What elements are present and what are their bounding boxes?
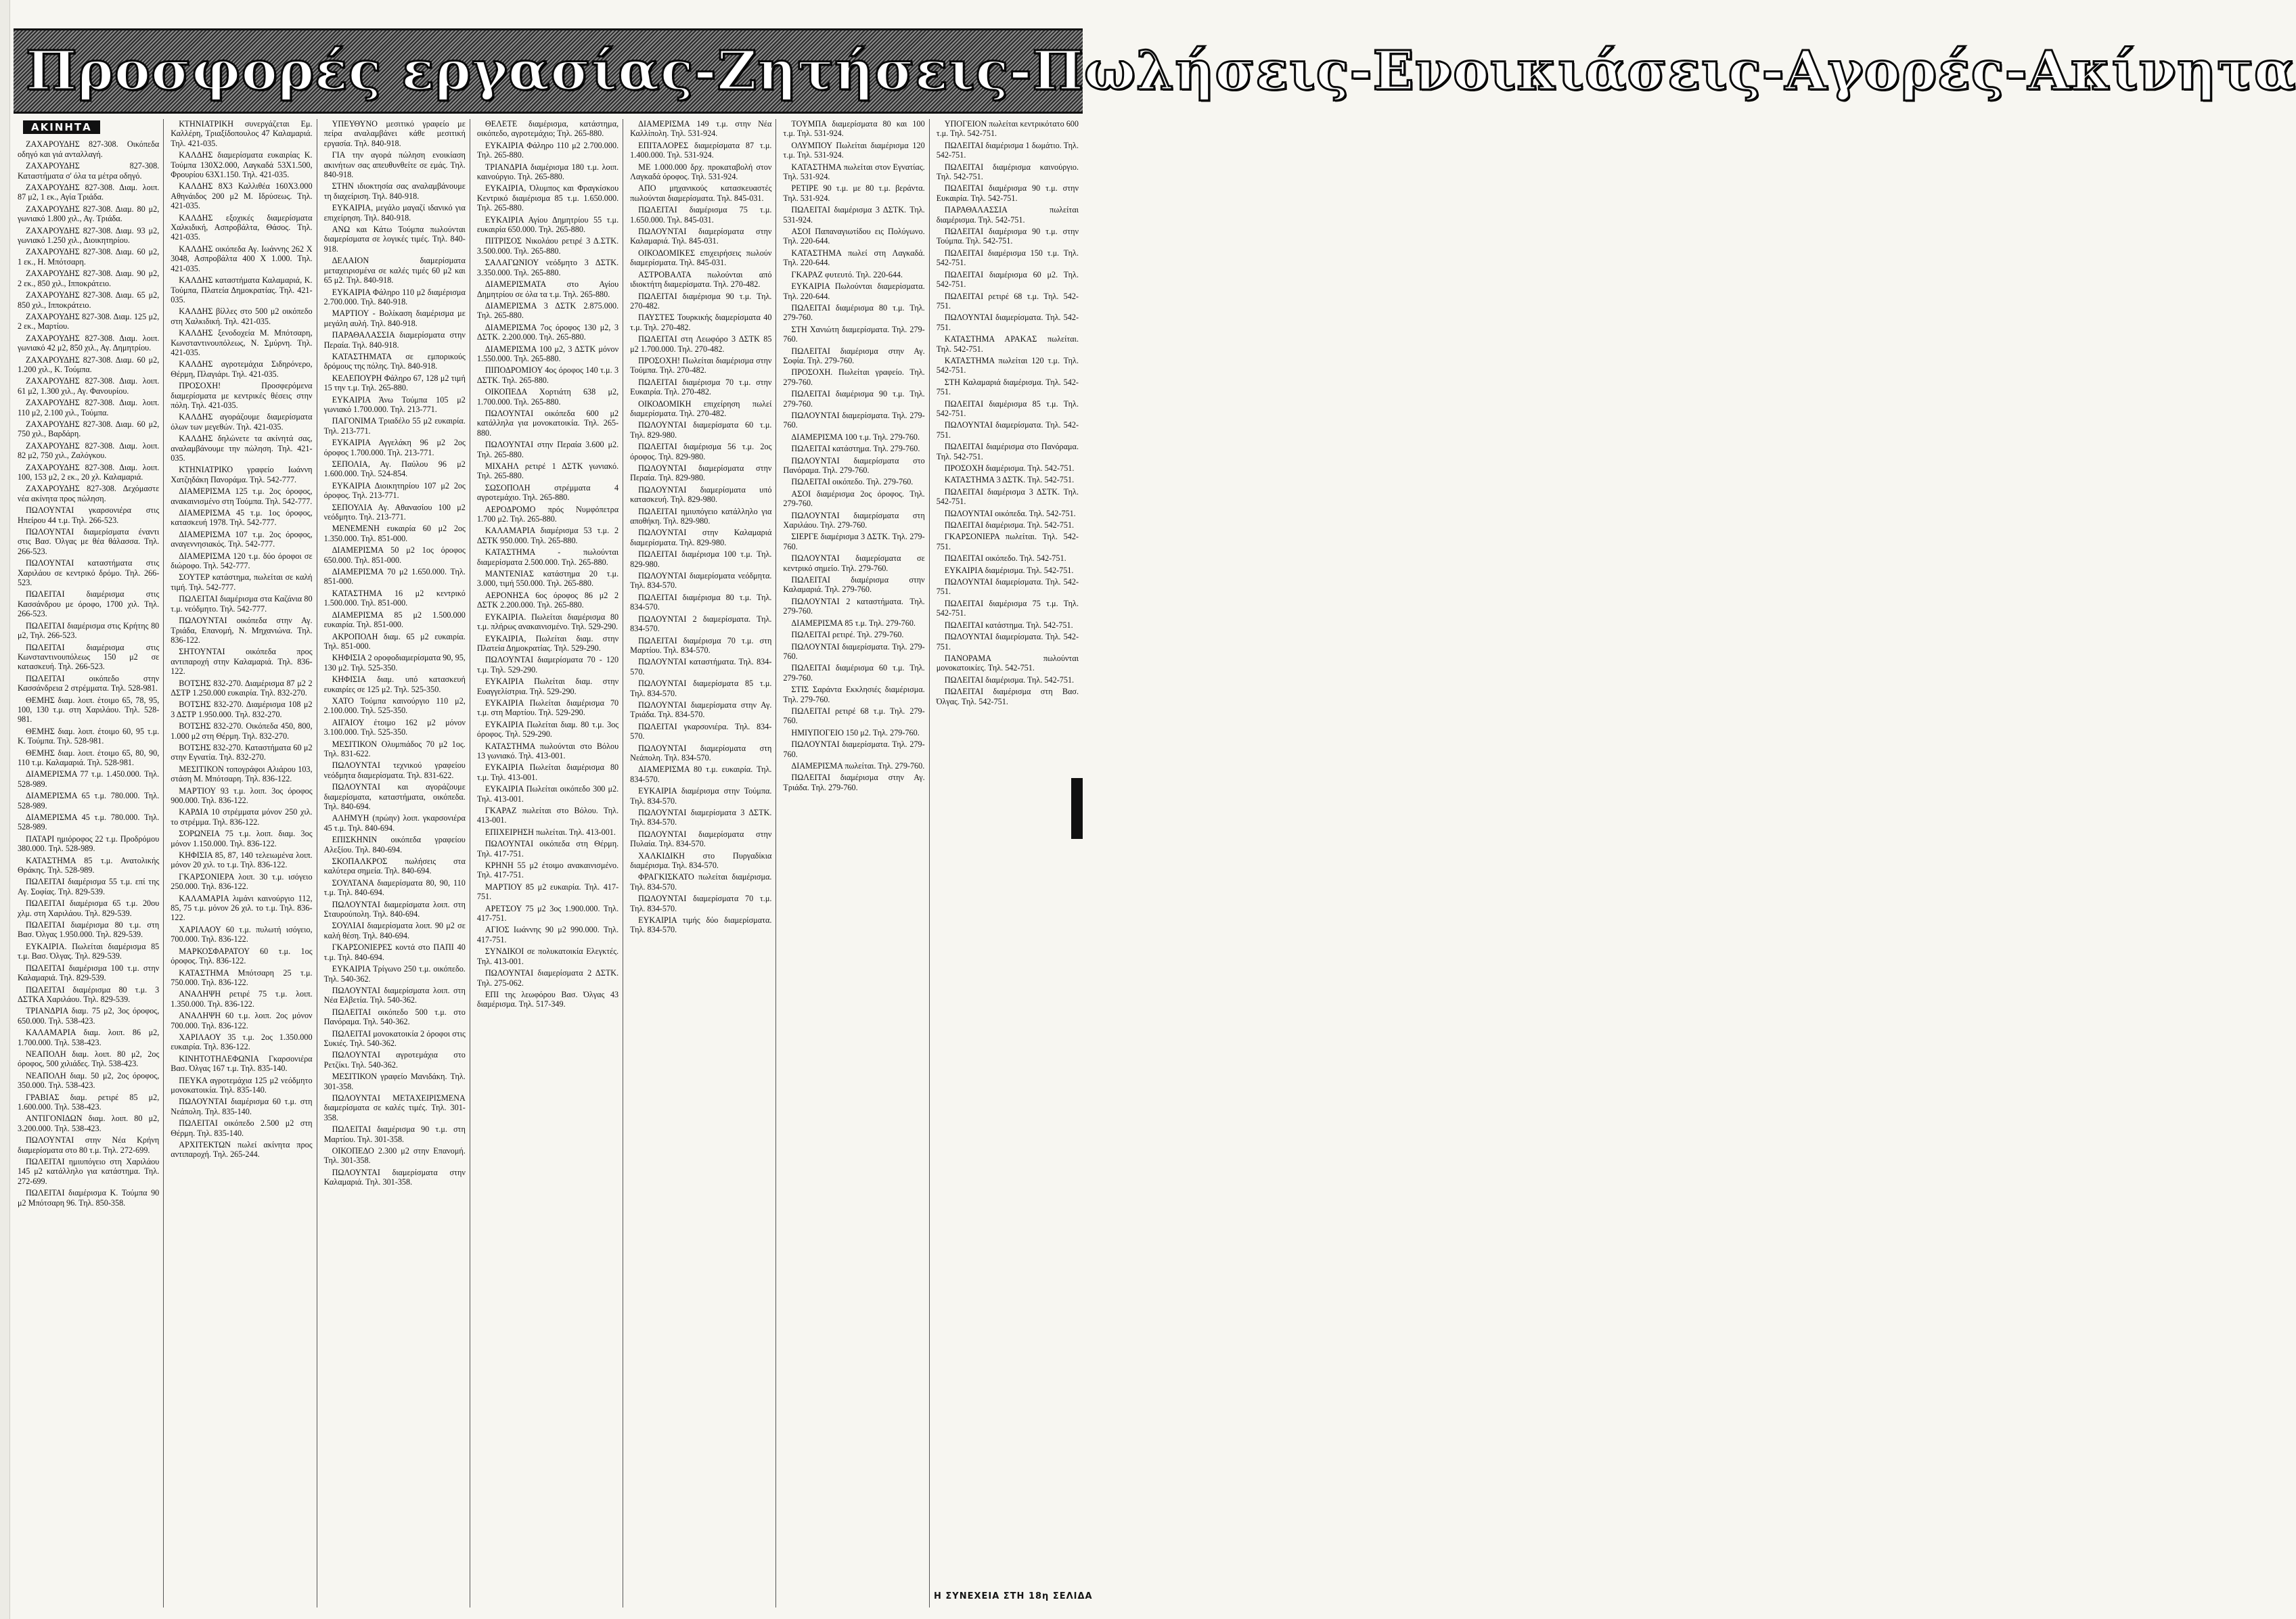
classified-ad: ΔΙΑΜΕΡΙΣΜΑ 100 μ2, 3 ΔΣΤΚ μόνον 1.550.000. Τηλ. 265-880. [476, 344, 619, 363]
classified-ad: ΠΩΛΟΥΝΤΑΙ διαμερίσματα 2 ΔΣΤΚ. Τηλ. 275-062. [476, 968, 619, 988]
classified-ad: ΠΩΛΟΥΝΤΑΙ διαμερίσματα 85 τ.μ. Τηλ. 834-570. [630, 679, 772, 698]
classified-ad: ΓΙΑ την αγορά πώληση ενοικίαση ακινήτων σας απευθυνθείτε σε εμάς. Τηλ. 840-918. [323, 150, 466, 180]
classified-ad: ΚΑΛΔΗΣ βίλλες στο 500 μ2 οικόπεδο στη Χαλκιδική. Τηλ. 421-035. [171, 306, 313, 326]
classified-ad: ΠΩΛΕΙΤΑΙ διαμέρισμα καινούργιο. Τηλ. 542-751. [936, 162, 1079, 182]
classified-ad: ΚΙΝΗΤΟΤΗΛΕΦΩΝΙΑ Γκαρσονιέρα Βασ. Όλγας 167 τ.μ. Τηλ. 835-140. [171, 1053, 313, 1074]
classified-ad: ΣΤΙΣ Σαράντα Εκκλησιές διαμέρισμα. Τηλ. 279-760. [783, 685, 925, 704]
classified-ad: ΠΩΛΕΙΤΑΙ διαμέρισμα 3 ΔΣΤΚ. Τηλ. 531-924. [783, 205, 925, 225]
classified-ad: ΠΩΛΕΙΤΑΙ διαμέρισμα 150 τ.μ. Τηλ. 542-751. [936, 248, 1079, 268]
classified-ad: ΓΚΑΡΣΟΝΙΕΡΑ πωλείται. Τηλ. 542-751. [936, 532, 1079, 551]
classified-ad: ΠΩΛΕΙΤΑΙ διαμέρισμα 56 τ.μ. 2ος όροφος. Τηλ. 829-980. [630, 442, 772, 461]
classified-ad: ΠΩΛΟΥΝΤΑΙ διαμερίσματα λοιπ. στη Σταυρούπολη. Τηλ. 840-694. [323, 899, 466, 919]
classified-ad: ΧΑΡΙΛΑΟΥ 35 τ.μ. 2ος 1.350.000 ευκαιρία. Τηλ. 836-122. [171, 1032, 313, 1052]
classified-ad: ΓΚΑΡΑΖ πωλείται στο Βόλου. Τηλ. 413-001. [476, 806, 619, 825]
classified-ad: ΔΙΑΜΕΡΙΣΜΑ 65 τ.μ. 780.000. Τηλ. 528-989. [18, 791, 160, 811]
classified-ad: ΜΑΝΤΕΝΙΑΣ κατάστημα 20 τ.μ. 3.000, τιμή 550.000. Τηλ. 265-880. [476, 569, 619, 589]
classified-ad: ΠΩΛΟΥΝΤΑΙ διαμερίσματα υπό κατασκευή. Τηλ. 829-980. [630, 484, 772, 505]
classified-ad: ΠΩΛΟΥΝΤΑΙ διαμερίσματα 70 τ.μ. Τηλ. 834-570. [630, 894, 772, 913]
classified-ad: ΠΩΛΟΥΝΤΑΙ τεχνικού γραφείου νεόδμητα διαμερίσματα. Τηλ. 831-622. [323, 760, 466, 780]
classified-ad: ΠΩΛΕΙΤΑΙ διαμέρισμα 70 τ.μ. στη Μαρτίου. Τηλ. 834-570. [630, 635, 772, 655]
classified-ad: ΖΑΧΑΡΟΥΔΗΣ 827-308. Διαμ. 60 μ2, 1 εκ., Η. Μπότσαρη. [18, 247, 160, 267]
classified-ad: ΕΥΚΑΙΡΙΑ Φάληρο 110 μ2 2.700.000. Τηλ. 265-880. [476, 140, 619, 160]
classified-ad: ΠΩΛΕΙΤΑΙ διαμέρισμα στις Κρήτης 80 μ2, Τηλ. 266-523. [18, 620, 160, 641]
classified-ad: ΠΩΛΕΙΤΑΙ διαμέρισμα 60 τ.μ. Τηλ. 279-760. [783, 663, 925, 683]
classified-ad: ΘΕΜΗΣ διαμ. λοιπ. έτοιμο 65, 80, 90, 110 τ.μ. Καλαμαριά. Τηλ. 528-981. [18, 748, 160, 767]
classified-ad: ΣΟΡΩΝΕΙΑ 75 τ.μ. λοιπ. διαμ. 3ος μόνον 1.150.000. Τηλ. 836-122. [171, 829, 313, 848]
classified-ad: ΠΩΛΕΙΤΑΙ διαμέρισμα στο Πανόραμα. Τηλ. 542-751. [936, 442, 1079, 461]
classified-ad: ΕΥΚΑΙΡΙΑ Φάληρο 110 μ2 διαμέρισμα 2.700.000. Τηλ. 840-918. [323, 287, 466, 306]
classified-ad: ΘΕΜΗΣ διαμ. λοιπ. έτοιμο 65, 78, 95, 100, 130 τ.μ. στη Χαριλάου. Τηλ. 528-981. [18, 695, 160, 725]
classified-ad: ΚΑΛΔΗΣ δηλώνετε τα ακίνητά σας, αναλαμβάνουμε την πώληση. Τηλ. 421-035. [171, 434, 313, 463]
classified-ad: ΚΡΗΝΗ 55 μ2 έτοιμο ανακαινισμένο. Τηλ. 417-751. [476, 861, 619, 880]
classified-ad: ΣΟΥΤΕΡ κατάστημα, πωλείται σε καλή τιμή. Τηλ. 542-777. [171, 572, 313, 592]
classified-ad: ΚΤΗΝΙΑΤΡΙΚΟ γραφείο Ιωάννη Χατζηδάκη Πανοράμα. Τηλ. 542-777. [171, 465, 313, 484]
classified-ad: ΠΩΛΕΙΤΑΙ διαμέρισμα 90 τ.μ. στην Τούμπα. Τηλ. 542-751. [936, 227, 1079, 246]
classified-ad: ΕΥΚΑΙΡΙΑ. Πωλείται διαμέρισμα 85 τ.μ. Βασ. Όλγας. Τηλ. 829-539. [18, 941, 160, 961]
classified-ad: ΔΙΑΜΕΡΙΣΜΑ 70 μ2 1.650.000. Τηλ. 851-000. [323, 567, 466, 587]
classified-ad: ΠΩΛΟΥΝΤΑΙ διαμερίσματα. Τηλ. 542-751. [936, 420, 1079, 440]
classified-ad: ΠΩΛΕΙΤΑΙ ρετιρέ 68 τ.μ. Τηλ. 542-751. [936, 291, 1079, 311]
classified-ad: ΠΩΛΟΥΝΤΑΙ διαμερίσματα 3 ΔΣΤΚ. Τηλ. 834-570. [630, 808, 772, 827]
classified-ad: ΚΑΛΔΗΣ διαμερίσματα ευκαιρίας Κ. Τούμπα 130Χ2.000, Λαγκαδά 53Χ1.500, Φρουρίου 63Χ1.150. Τηλ. 421-035. [171, 150, 313, 180]
column-5 [630, 119, 776, 1607]
classified-ad: ΠΩΛΟΥΝΤΑΙ διαμερίσματα στη Νεάπολη. Τηλ. 834-570. [630, 743, 772, 762]
classified-ad: ΠΩΛΟΥΝΤΑΙ αγροτεμάχια στο Ρετζίκι. Τηλ. 540-362. [323, 1050, 466, 1070]
classified-ad: ΠΩΛΟΥΝΤΑΙ διαμερίσματα στην Καλαμαριά. Τηλ. 301-358. [323, 1167, 466, 1187]
classified-ad: ΠΩΛΟΥΝΤΑΙ οικόπεδα. Τηλ. 542-751. [944, 508, 1076, 518]
classified-ad: ΔΙΑΜΕΡΙΣΜΑ 120 τ.μ. δύο όροφοι σε διώροφο. Τηλ. 542-777. [171, 551, 313, 571]
classified-ad: ΕΠΙ της λεωφόρου Βασ. Όλγας 43 διαμέρισμα. Τηλ. 517-349. [476, 989, 619, 1009]
classified-ad: ΘΕΛΕΤΕ διαμέρισμα, κατάστημα, οικόπεδο, αγροτεμάχιο; Τηλ. 265-880. [476, 119, 619, 139]
classified-ad: ΔΙΑΜΕΡΙΣΜΑ 50 μ2 1ος όροφος 650.000. Τηλ. 851-000. [323, 545, 466, 565]
classified-ad: ΠΩΛΟΥΝΤΑΙ στην Περαία 3.600 μ2. Τηλ. 265-880. [476, 440, 619, 459]
classified-ad: ΚΤΗΝΙΑΤΡΙΚΗ συνεργάζεται Εμ. Καλλέρη, Τριαξίδοπουλος 47 Καλαμαριά. Τηλ. 421-035. [171, 119, 313, 148]
classified-ad: ΠΑΓΟΝΙΜΑ Τριαδέλο 55 μ2 ευκαιρία. Τηλ. 213-771. [323, 416, 466, 436]
classified-ad: ΜΕ 1.000.000 δρχ. προκαταβολή στον Λαγκαδά όροφος. Τηλ. 531-924. [630, 162, 772, 182]
classified-ad: ΔΙΑΜΕΡΙΣΜΑ 85 τ.μ. Τηλ. 279-760. [791, 618, 916, 628]
classified-ad: ΠΩΛΕΙΤΑΙ διαμέρισμα 90 τ.μ. στη Μαρτίου. Τηλ. 301-358. [323, 1124, 466, 1144]
classified-ad: ΣΕΠΟΥΛΙΑ Αγ. Αθανασίου 100 μ2 νεόδμητο. Τηλ. 213-771. [323, 502, 466, 522]
classified-ad: ΕΥΚΑΙΡΙΑ Άνω Τούμπα 105 μ2 γωνιακό 1.700.000. Τηλ. 213-771. [323, 394, 466, 414]
classified-ad: ΠΩΛΕΙΤΑΙ οικόπεδο στην Κασσάνδρεια 2 στρέμματα. Τηλ. 528-981. [18, 673, 160, 693]
classified-ad: ΖΑΧΑΡΟΥΔΗΣ 827-308. Διαμ. λοιπ. 100, 153 μ2, 2 εκ., 20 χλ. Καλαμαριά. [18, 462, 160, 482]
classified-ad: ΑΓΙΟΣ Ιωάννης 90 μ2 990.000. Τηλ. 417-751. [476, 925, 619, 944]
classified-ad: ΠΩΛΟΥΝΤΑΙ διαμερίσματα. Τηλ. 279-760. [783, 739, 925, 759]
classified-ad: ΓΚΑΡΣΟΝΙΕΡΕΣ κοντά στο ΠΑΠΙ 40 τ.μ. Τηλ. 840-694. [323, 942, 466, 962]
classified-ad: ΚΑΛΔΗΣ αγροτεμάχια Σιδηρόνερο, Θέρμη, Πλαγιάρι. Τηλ. 421-035. [171, 359, 313, 379]
classified-ad: ΠΩΛΕΙΤΑΙ διαμέρισμα Κ. Τούμπα 90 μ2 Μπότσαρη 96. Τηλ. 850-358. [18, 1188, 160, 1208]
classified-ad: ΔΙΑΜΕΡΙΣΜΑ 45 τ.μ. 1ος όροφος, κατασκευή 1978. Τηλ. 542-777. [171, 508, 313, 528]
classified-ad: ΠΩΛΕΙΤΑΙ διαμέρισμα 90 τ.μ. Τηλ. 270-482. [630, 291, 772, 311]
classified-ad: ΠΩΛΟΥΝΤΑΙ διαμερίσματα. Τηλ. 542-751. [936, 313, 1079, 332]
classified-ad: ΑΝΑΛΗΨΗ 60 τ.μ. λοιπ. 2ος μόνον 700.000. Τηλ. 836-122. [171, 1011, 313, 1030]
classified-ad: ΠΙΤΡΙΣΟΣ Νικολάου ρετιρέ 3 Δ.ΣΤΚ. 3.500.000. Τηλ. 265-880. [476, 236, 619, 256]
classified-ad: ΑΣΤΡΟΒΑΛΤΑ πωλούνται από ιδιοκτήτη διαμερίσματα. Τηλ. 270-482. [630, 269, 772, 290]
classified-ad: ΚΗΦΙΣΙΑ 85, 87, 140 τελειωμένα λοιπ. μόνον 20 χιλ. το τ.μ. Τηλ. 836-122. [171, 850, 313, 870]
classified-ad: ΠΩΛΕΙΤΑΙ διαμέρισμα στη Βασ. Όλγας. Τηλ. 542-751. [936, 687, 1079, 706]
classified-ad: ΠΩΛΟΥΝΤΑΙ στην Νέα Κρήνη διαμερίσματα στο 80 τ.μ. Τηλ. 272-699. [18, 1135, 160, 1155]
classified-ad: ΠΩΛΟΥΝΤΑΙ διαμερίσματα στο Πανόραμα. Τηλ. 279-760. [783, 455, 925, 475]
classified-ad: ΠΩΛΟΥΝΤΑΙ διαμερίσματα νεόδμητα. Τηλ. 834-570. [630, 571, 772, 591]
classified-ad: ΖΑΧΑΡΟΥΔΗΣ 827-308. Διαμ. λοιπ. 87 μ2, 1 εκ., Αγία Τριάδα. [18, 183, 160, 202]
classified-ad: ΠΩΛΟΥΝΤΑΙ γκαρσονιέρα στις Ηπείρου 44 τ.μ. Τηλ. 266-523. [18, 505, 160, 525]
classified-ad: ΠΑΤΑΡΙ ημιόροφος 22 τ.μ. Προδρόμου 380.000. Τηλ. 528-989. [18, 834, 160, 854]
classified-ad: ΚΑΛΔΗΣ οικόπεδα Αγ. Ιωάννης 262 Χ 3048, Ασπροβάλτα 400 Χ 1.000. Τηλ. 421-035. [171, 244, 313, 273]
classified-ad: ΚΑΡΔΙΑ 10 στρέμματα μόνον 250 χιλ. το στρέμμα. Τηλ. 836-122. [171, 807, 313, 827]
classified-ad: ΠΩΛΟΥΝΤΑΙ ΜΕΤΑΧΕΙΡΙΣΜΕΝΑ διαμερίσματα σε καλές τιμές. Τηλ. 301-358. [323, 1093, 466, 1122]
classified-ad: ΣΗΤΟΥΝΤΑΙ οικόπεδα προς αντιπαροχή στην Καλαμαριά. Τηλ. 836-122. [171, 647, 313, 677]
classified-ad: ΕΥΚΑΙΡΙΑ Πωλείται διαμέρισμα 70 τ.μ. στη Μαρτίου. Τηλ. 529-290. [476, 698, 619, 718]
classified-ad: ΥΠΟΓΕΙΟΝ πωλείται κεντρικότατο 600 τ.μ. Τηλ. 542-751. [936, 119, 1079, 139]
classified-ad: ΜΕΣΙΤΙΚΟΝ τοπογράφοι Αλιάρου 103, στάση Μ. Μπότσαρη. Τηλ. 836-122. [171, 764, 313, 784]
classified-ad: ΝΕΑΠΟΛΗ διαμ. 50 μ2, 2ος όροφος, 350.000. Τηλ. 538-423. [18, 1070, 160, 1091]
classified-ad: ΣΩΣΟΠΟΛΗ στρέμματα 4 αγροτεμάχιο. Τηλ. 265-880. [476, 482, 619, 503]
classified-ad: ΤΡΙΑΝΔΡΙΑ διαμ. 75 μ2, 3ος όροφος, 650.000. Τηλ. 538-423. [18, 1006, 160, 1026]
classified-ad: ΠΩΛΟΥΝΤΑΙ διαμερίσματα στην Καλαμαριά. Τηλ. 845-031. [630, 227, 772, 246]
classified-ad: ΠΩΛΕΙΤΑΙ διαμέρισμα 100 τ.μ. Τηλ. 829-980. [630, 549, 772, 569]
classified-ad: ΠΩΛΟΥΝΤΑΙ στην Καλαμαριά διαμερίσματα. Τηλ. 829-980. [630, 528, 772, 547]
classified-ad: ΠΩΛΟΥΝΤΑΙ οικόπεδα στην Αγ. Τριάδα, Επανομή, Ν. Μηχανιώνα. Τηλ. 836-122. [171, 616, 313, 645]
column-7 [937, 119, 1083, 1607]
classified-ad: ΚΑΤΑΣΤΗΜΑ 16 μ2 κεντρικό 1.500.000. Τηλ. 851-000. [323, 588, 466, 608]
classified-ad: ΠΩΛΕΙΤΑΙ διαμέρισμα 80 τ.μ. στη Βασ. Όλγας 1.950.000. Τηλ. 829-539. [18, 920, 160, 940]
classified-ad: ΖΑΧΑΡΟΥΔΗΣ 827-308. Διαμ. λοιπ. 82 μ2, 750 χιλ., Ζαλόγκου. [18, 440, 160, 461]
classified-ad: ΠΡΟΣΟΧΗ! Πωλείται διαμέρισμα στην Τούμπα. Τηλ. 270-482. [630, 355, 772, 375]
classified-ad: ΜΑΡΤΙΟΥ 85 μ2 ευκαιρία. Τηλ. 417-751. [476, 882, 619, 902]
classified-ad: ΜΕΝΕΜΕΝΗ ευκαιρία 60 μ2 2ος 1.350.000. Τηλ. 851-000. [323, 524, 466, 543]
classified-ad: ΠΩΛΕΙΤΑΙ μονοκατοικία 2 όροφοι στις Συκιές. Τηλ. 540-362. [323, 1028, 466, 1048]
classified-ad: ΠΩΛΟΥΝΤΑΙ διαμερίσματα. Τηλ. 542-751. [936, 632, 1079, 652]
classified-ad: ΠΩΛΟΥΝΤΑΙ διαμέρισμα 60 τ.μ. στη Νεάπολη. Τηλ. 835-140. [171, 1097, 313, 1116]
classified-ad: ΠΩΛΕΙΤΑΙ διαμέρισμα στα Καζάνια 80 τ.μ. νεόδμητο. Τηλ. 542-777. [171, 594, 313, 614]
classified-ad: ΠΩΛΟΥΝΤΑΙ καταστήματα. Τηλ. 834-570. [630, 657, 772, 677]
classified-ad: ΚΑΛΔΗΣ εξοχικές διαμερίσματα Χαλκιδική, Ασπροβάλτα, Θάσος. Τηλ. 421-035. [171, 212, 313, 242]
classified-ad: ΣΤΗ Καλαμαριά διαμέρισμα. Τηλ. 542-751. [936, 377, 1079, 397]
classified-ad: ΖΑΧΑΡΟΥΔΗΣ 827-308. Διαμ. 80 μ2, γωνιακό 1.800 χιλ., Αγ. Τριάδα. [18, 204, 160, 224]
classified-ad: ΠΩΛΕΙΤΑΙ διαμέρισμα 3 ΔΣΤΚ. Τηλ. 542-751. [936, 486, 1079, 507]
continuation-note: Η ΣΥΝΕΧΕΙΑ ΣΤΗ 18η ΣΕΛΙΔΑ [934, 1591, 1093, 1601]
classified-ad: ΠΩΛΟΥΝΤΑΙ διαμερίσματα στην Πυλαία. Τηλ. 834-570. [630, 829, 772, 849]
classified-ad: ΔΙΑΜΕΡΙΣΜΑ 125 τ.μ. 2ος όροφος, ανακαινισμένο στη Τούμπα. Τηλ. 542-777. [171, 486, 313, 506]
classified-ad: ΠΩΛΕΙΤΑΙ διαμέρισμα 80 τ.μ. Τηλ. 834-570. [630, 592, 772, 612]
classified-ad: ΒΟΤΣΗΣ 832-270. Διαμέρισμα 108 μ2 3 ΔΣΤΡ 1.950.000. Τηλ. 832-270. [171, 700, 313, 719]
classified-ad: ΧΑΤΟ Τούμπα καινούργιο 110 μ2, 2.100.000. Τηλ. 525-350. [323, 696, 466, 716]
classified-ad: ΧΑΡΙΛΑΟΥ 60 τ.μ. πυλωτή ισόγειο, 700.000. Τηλ. 836-122. [171, 924, 313, 944]
classified-ad: ΕΥΚΑΙΡΙΑ, μεγάλο μαγαζί ιδανικό για επιχείρηση. Τηλ. 840-918. [323, 203, 466, 223]
classified-ad: ΑΝΩ και Κάτω Τούμπα πωλούνται διαμερίσματα σε λογικές τιμές. Τηλ. 840-918. [323, 225, 466, 254]
classified-ad: ΠΩΛΟΥΝΤΑΙ διαμερίσματα σε κεντρικό σημείο. Τηλ. 279-760. [783, 553, 925, 573]
classified-ad: ΑΠΟ μηχανικούς κατασκευαστές πωλούνται διαμερίσματα. Τηλ. 845-031. [630, 183, 772, 203]
classified-ad: ΕΥΚΑΙΡΙΑ Διοικητηρίου 107 μ2 2ος όροφος. Τηλ. 213-771. [323, 480, 466, 501]
classified-ad: ΑΛΗΜΥΗ (πρώην) λοιπ. γκαρσονιέρα 45 τ.μ. Τηλ. 840-694. [323, 813, 466, 833]
classified-ad: ΠΩΛΟΥΝΤΑΙ διαμερίσματα 60 τ.μ. Τηλ. 829-980. [630, 420, 772, 440]
classified-ad: ΑΣΟΙ Παπαναγιωτίδου εις Πολύγωνο. Τηλ. 220-644. [783, 227, 925, 246]
classified-ad: ΠΩΛΕΙΤΑΙ ημιυπόγειο κατάλληλο για αποθήκη. Τηλ. 829-980. [630, 506, 772, 526]
classified-ad: ΖΑΧΑΡΟΥΔΗΣ 827-308. Διαμ. 65 μ2, 850 χιλ., Ιπποκράτειο. [18, 290, 160, 310]
classified-ad: ΚΑΤΑΣΤΗΜΑ 3 ΔΣΤΚ. Τηλ. 542-751. [944, 475, 1075, 485]
classified-ad: ΔΙΑΜΕΡΙΣΜΑ 85 μ2 1.500.000 ευκαιρία. Τηλ. 851-000. [323, 610, 466, 630]
classified-ad: ΠΩΛΟΥΝΤΑΙ 2 καταστήματα. Τηλ. 279-760. [783, 596, 925, 616]
column-2 [171, 119, 317, 1607]
classified-ad: ΚΑΛΑΜΑΡΙΑ διαμ. λοιπ. 86 μ2, 1.700.000. Τηλ. 538-423. [18, 1028, 160, 1047]
classified-ad: ΚΑΤΑΣΤΗΜΑ πωλεί στη Λαγκαδά. Τηλ. 220-644. [783, 248, 925, 268]
classified-ad: ΖΑΧΑΡΟΥΔΗΣ 827-308. Διαμ. 125 μ2, 2 εκ., Μαρτίου. [18, 311, 160, 332]
classified-ad: ΟΙΚΟΔΟΜΙΚΗ επιχείρηση πωλεί διαμερίσματα. Τηλ. 270-482. [630, 398, 772, 418]
classified-ad: ΕΥΚΑΙΡΙΑ Τρίγωνο 250 τ.μ. οικόπεδο. Τηλ. 540-362. [323, 964, 466, 984]
classified-ad: ΕΥΚΑΙΡΙΑ διαμέρισμα. Τηλ. 542-751. [944, 565, 1074, 575]
classified-ad: ΠΑΡΑΘΑΛΑΣΣΙΑ πωλείται διαμέρισμα. Τηλ. 542-751. [936, 205, 1079, 225]
classified-ad: ΠΩΛΕΙΤΑΙ ρετιρέ 68 τ.μ. Τηλ. 279-760. [783, 706, 925, 726]
classified-ad: ΗΜΙΥΠΟΓΕΙΟ 150 μ2. Τηλ. 279-760. [791, 727, 920, 737]
classified-ad: ΠΩΛΕΙΤΑΙ διαμέρισμα 75 τ.μ. 1.650.000. Τηλ. 845-031. [630, 205, 772, 225]
classified-ad: ΚΑΛΑΜΑΡΙΑ διαμέρισμα 53 τ.μ. 2 ΔΣΤΚ 950.000. Τηλ. 265-880. [476, 526, 619, 545]
classified-ad: ΠΩΛΟΥΝΤΑΙ διαμερίσματα στη Χαριλάου. Τηλ. 279-760. [783, 510, 925, 530]
classified-ad: ΚΕΛΕΠΟΥΡΗ Φάληρο 67, 128 μ2 τιμή 15 την τ.μ. Τηλ. 265-880. [323, 373, 466, 393]
classified-ad: ΕΥΚΑΙΡΙΑ Πωλείται διαμ. στην Ευαγγελίστρια. Τηλ. 529-290. [476, 677, 619, 696]
classified-ad: ΠΩΛΕΙΤΑΙ κατάστημα. Τηλ. 279-760. [791, 444, 920, 454]
classified-ad: ΚΑΤΑΣΤΗΜΑ 85 τ.μ. Ανατολικής Θράκης. Τηλ. 528-989. [18, 855, 160, 875]
classified-ad: ΑΡΧΙΤΕΚΤΩΝ πωλεί ακίνητα προς αντιπαροχή. Τηλ. 265-244. [171, 1140, 313, 1160]
banner-title: Προσφορές εργασίας-Ζητήσεις-Πωλήσεις-Ενοικιάσεις-Αγορές-Ακίνητα [26, 39, 2296, 102]
classified-ad: ΚΑΛΔΗΣ αγοράζουμε διαμερίσματα όλων των μεγεθών. Τηλ. 421-035. [171, 412, 313, 432]
classified-ad: ΠΙΠΟΔΡΟΜΙΟΥ 4ος όροφος 140 τ.μ. 3 ΔΣΤΚ. Τηλ. 265-880. [476, 365, 619, 385]
classified-ad: ΘΕΜΗΣ διαμ. λοιπ. έτοιμο 60, 95 τ.μ. Κ. Τούμπα. Τηλ. 528-981. [18, 726, 160, 746]
classified-ad: ΣΟΥΛΤΑΝΑ διαμερίσματα 80, 90, 110 τ.μ. Τηλ. 840-694. [323, 877, 466, 898]
section-header-akinita: ΑΚΙΝΗΤΑ [23, 120, 100, 134]
classified-ad: ΚΑΛΔΗΣ καταστήματα Καλαμαριά, Κ. Τούμπα, Πλατεία Δημοκρατίας. Τηλ. 421-035. [171, 275, 313, 304]
classified-ad: ΠΡΟΣΟΧΗ! Προσφερόμενα διαμερίσματα με κεντρικές θέσεις στην πόλη. Τηλ. 421-035. [171, 381, 313, 410]
classified-ad: ΤΟΥΜΠΑ διαμερίσματα 80 και 100 τ.μ. Τηλ. 531-924. [783, 119, 925, 139]
page-gutter [0, 0, 10, 1619]
classified-ad: ΔΙΑΜΕΡΙΣΜΑ 7ος όροφος 130 μ2, 3 ΔΣΤΚ. 2.200.000. Τηλ. 265-880. [476, 322, 619, 342]
classified-ad: ΠΩΛΕΙΤΑΙ διαμέρισμα 70 τ.μ. στην Ευκαιρία. Τηλ. 270-482. [630, 377, 772, 397]
classified-ad: ΠΡΟΣΟΧΗ. Πωλείται γραφείο. Τηλ. 279-760. [783, 367, 925, 387]
classified-ad: ΠΩΛΟΥΝΤΑΙ διαμερίσματα στην Περαία. Τηλ. 829-980. [630, 463, 772, 483]
classified-ad: ΧΑΛΚΙΔΙΚΗ στο Πυργαδίκια διαμέρισμα. Τηλ. 834-570. [630, 850, 772, 871]
classified-ad: ΖΑΧΑΡΟΥΔΗΣ 827-308. Διαμ. λοιπ. 110 μ2, 2.100 χιλ., Τούμπα. [18, 398, 160, 417]
classified-ad: ΣΑΛΑΓΩΝΙΟΥ νεόδμητο 3 ΔΣΤΚ. 3.350.000. Τηλ. 265-880. [476, 258, 619, 277]
classified-ad: ΠΩΛΕΙΤΑΙ διαμέρισμα 85 τ.μ. Τηλ. 542-751. [936, 398, 1079, 418]
classified-ad: ΖΑΧΑΡΟΥΔΗΣ 827-308. Οικόπεδα οδηγό και γιά ανταλλαγή. [18, 139, 160, 159]
classified-ad: ΠΩΛΟΥΝΤΑΙ οικόπεδα 600 μ2 κατάλληλα για μονοκατοικία. Τηλ. 265-880. [476, 408, 619, 438]
classified-ad: ΔΙΑΜΕΡΙΣΜΑΤΑ στο Αγίου Δημητρίου σε όλα τα τ.μ. Τηλ. 265-880. [476, 279, 619, 299]
classified-ad: ΠΩΛΟΥΝΤΑΙ διαμερίσματα στην Αγ. Τριάδα. Τηλ. 834-570. [630, 700, 772, 720]
classified-ad: ΔΙΑΜΕΡΙΣΜΑ 80 τ.μ. ευκαιρία. Τηλ. 834-570. [630, 765, 772, 784]
classified-ad: ΠΑΥΣΤΕΣ Τουρκικής διαμερίσματα 40 τ.μ. Τηλ. 270-482. [630, 313, 772, 332]
classified-ad: ΑΙΓΑΙΟΥ έτοιμο 162 μ2 μόνον 3.100.000. Τηλ. 525-350. [323, 717, 466, 737]
classified-ad: ΕΥΚΑΙΡΙΑ τιμής δύο διαμερίσματα. Τηλ. 834-570. [630, 915, 772, 935]
classified-ad: ΠΩΛΟΥΝΤΑΙ και αγοράζουμε διαμερίσματα, καταστήματα, οικόπεδα. Τηλ. 840-694. [323, 782, 466, 811]
classified-ad: ΝΕΑΠΟΛΗ διαμ. λοιπ. 80 μ2, 2ος όροφος, 500 χιλιάδες. Τηλ. 538-423. [18, 1049, 160, 1069]
classified-ad: ΔΙΑΜΕΡΙΣΜΑ 107 τ.μ. 2ος όροφος, αναγεννησιακός. Τηλ. 542-777. [171, 529, 313, 549]
classified-ad: ΠΩΛΕΙΤΑΙ οικόπεδο. Τηλ. 542-751. [944, 553, 1066, 564]
classified-ad: ΔΙΑΜΕΡΙΣΜΑ 100 τ.μ. Τηλ. 279-760. [791, 432, 920, 442]
classified-ad: ΟΛΥΜΠΟΥ Πωλείται διαμέρισμα 120 τ.μ. Τηλ. 531-924. [783, 140, 925, 160]
classified-ad: ΕΥΚΑΙΡΙΑ. Πωλείται διαμέρισμα 80 τ.μ. πλήρως ανακαινισμένο. Τηλ. 529-290. [476, 612, 619, 632]
classified-ad: ΠΩΛΕΙΤΑΙ ημιυπόγειο στη Χαριλάου 145 μ2 κατάλληλο για κατάστημα. Τηλ. 272-699. [18, 1157, 160, 1186]
column-6 [783, 119, 929, 1607]
classified-ad: ΠΩΛΕΙΤΑΙ διαμέρισμα 90 τ.μ. Τηλ. 279-760. [783, 389, 925, 409]
classified-ad: ΦΡΑΓΚΙΣΚΑΤΟ πωλείται διαμέρισμα. Τηλ. 834-570. [630, 872, 772, 892]
classified-ad: ΠΩΛΟΥΝΤΑΙ διαμερίσματα 70 - 120 τ.μ. Τηλ. 529-290. [476, 655, 619, 675]
classified-ad: ΚΑΛΑΜΑΡΙΑ λιμάνι καινούργιο 112, 85, 75 τ.μ. μόνον 26 χιλ. το τ.μ. Τηλ. 836-122. [171, 893, 313, 923]
classified-ad: ΚΑΤΑΣΤΗΜΑ ΑΡΑΚΑΣ πωλείται. Τηλ. 542-751. [936, 334, 1079, 354]
classified-ad: ΜΕΣΙΤΙΚΟΝ γραφείο Μανιδάκη. Τηλ. 301-358. [323, 1072, 466, 1091]
classified-ad: ΓΚΑΡΑΖ φυτευτό. Τηλ. 220-644. [791, 269, 903, 279]
classified-ad: ΣΚΟΠΑΛΚΡΟΣ πωλήσεις στα καλύτερα σημεία. Τηλ. 840-694. [323, 857, 466, 876]
classified-ad: ΒΟΤΣΗΣ 832-270. Οικόπεδα 450, 800, 1.000 μ2 στη Θέρμη. Τηλ. 832-270. [171, 721, 313, 741]
classified-ad: ΜΙΧΑΗΛ ρετιρέ 1 ΔΣΤΚ γωνιακό. Τηλ. 265-880. [476, 461, 619, 481]
column-3 [324, 119, 470, 1607]
classified-ad: ΠΩΛΕΙΤΑΙ ρετιρέ. Τηλ. 279-760. [791, 630, 904, 640]
classified-ad: ΠΩΛΕΙΤΑΙ διαμέρισμα 65 τ.μ. 20ου χλμ. στη Χαριλάου. Τηλ. 829-539. [18, 898, 160, 918]
classified-ad: ΠΩΛΕΙΤΑΙ διαμέρισμα. Τηλ. 542-751. [944, 675, 1075, 685]
classified-ad: ΣΟΥΛΙΑΙ διαμερίσματα λοιπ. 90 μ2 σε καλή θέση. Τηλ. 840-694. [323, 921, 466, 940]
classified-ad: ΣΙΕΡΓΕ διαμέρισμα 3 ΔΣΤΚ. Τηλ. 279-760. [783, 532, 925, 551]
classified-ad: ΠΩΛΟΥΝΤΑΙ οικόπεδα στη Θέρμη. Τηλ. 417-751. [476, 839, 619, 859]
classified-ad: ΜΑΡΚΟΣΦΑΡΑΤΟΥ 60 τ.μ. 1ος όροφος. Τηλ. 836-122. [171, 946, 313, 966]
classified-ad: ΔΙΑΜΕΡΙΣΜΑ πωλείται. Τηλ. 279-760. [791, 760, 925, 771]
classified-ad: ΟΙΚΟΠΕΔΟ 2.300 μ2 στην Επανομή. Τηλ. 301-358. [323, 1146, 466, 1166]
classified-ad: ΠΩΛΕΙΤΑΙ διαμέρισμα στις Κασσάνδρου με όροφο, 1700 χιλ. Τηλ. 266-523. [18, 589, 160, 619]
classified-ad: ΠΑΝΟΡΑΜΑ πωλούνται μονοκατοικίες. Τηλ. 542-751. [936, 653, 1079, 673]
classified-columns [18, 119, 1083, 1607]
classified-ad: ΠΑΡΑΘΑΛΑΣΣΙΑ διαμερίσματα στην Περαία. Τηλ. 840-918. [323, 330, 466, 350]
classified-ad: ΠΩΛΕΙΤΑΙ διαμέρισμα 75 τ.μ. Τηλ. 542-751. [936, 598, 1079, 618]
classified-ad: ΑΕΡΟΔΡΟΜΟ πρός Νυμφόπετρα 1.700 μ2. Τηλ. 265-880. [476, 504, 619, 524]
column-4 [477, 119, 623, 1607]
classified-ad: ΔΙΑΜΕΡΙΣΜΑ 77 τ.μ. 1.450.000. Τηλ. 528-989. [18, 769, 160, 789]
classified-ad: ΠΡΟΣΟΧΗ διαμέρισμα. Τηλ. 542-751. [944, 463, 1075, 473]
classified-ad: ΕΥΚΑΙΡΙΑ Πωλείται διαμέρισμα 80 τ.μ. Τηλ. 413-001. [476, 762, 619, 782]
classified-ad: ΚΑΛΔΗΣ 8Χ3 Καλλιθέα 160Χ3.000 Αθηνάιδος 200 μ2 Μ. Ιδρύσεως. Τηλ. 421-035. [171, 181, 313, 211]
classified-ad: ΚΑΤΑΣΤΗΜΑ πωλείται 120 τ.μ. Τηλ. 542-751. [936, 355, 1079, 375]
classified-ad: ΣΕΠΟΛΙΑ, Αγ. Παύλου 96 μ2 1.600.000. Τηλ. 524-854. [323, 459, 466, 479]
classified-ad: ΠΩΛΕΙΤΑΙ διαμέρισμα 80 τ.μ. 3 ΔΣΤΚΑ Χαριλάου. Τηλ. 829-539. [18, 984, 160, 1004]
classified-ad: ΠΩΛΟΥΝΤΑΙ διαμερίσματα. Τηλ. 542-751. [936, 577, 1079, 597]
classified-ad: ΠΩΛΕΙΤΑΙ οικόπεδο 500 τ.μ. στο Πανόραμα. Τηλ. 540-362. [323, 1007, 466, 1027]
classified-ad: ΔΙΑΜΕΡΙΣΜΑ 3 ΔΣΤΚ 2.875.000. Τηλ. 265-880. [476, 300, 619, 321]
classified-ad: ΜΑΡΤΙΟΥ 93 τ.μ. λοιπ. 3ος όροφος 900.000. Τηλ. 836-122. [171, 785, 313, 805]
page-edge-tab [1071, 778, 1083, 839]
classified-ad: ΖΑΧΑΡΟΥΔΗΣ 827-308. Δεχόμαστε νέα ακίνητα προς πώληση. [18, 484, 160, 503]
classified-ad: ΕΥΚΑΙΡΙΑ, Όλυμπος και Φραγκίσκου Κεντρικό διαμέρισμα 85 τ.μ. 1.650.000. Τηλ. 265-880. [476, 183, 619, 213]
classified-ad: ΑΚΡΟΠΟΛΗ διαμ. 65 μ2 ευκαιρία. Τηλ. 851-000. [323, 631, 466, 651]
classified-ad: ΑΝΤΙΓΟΝΙΔΩΝ διαμ. λοιπ. 80 μ2, 3.200.000. Τηλ. 538-423. [18, 1114, 160, 1133]
classified-ad: ΖΑΧΑΡΟΥΔΗΣ 827-308. Διαμ. 93 μ2, γωνιακό 1.250 χιλ., Διοικητηρίου. [18, 225, 160, 246]
classified-ad: ΑΡΕΤΣΟΥ 75 μ2 3ος 1.900.000. Τηλ. 417-751. [476, 903, 619, 923]
classified-ad: ΑΝΑΛΗΨΗ ρετιρέ 75 τ.μ. λοιπ. 1.350.000. Τηλ. 836-122. [171, 989, 313, 1009]
classified-ad: ΠΩΛΕΙΤΑΙ διαμέρισμα. Τηλ. 542-751. [944, 520, 1075, 530]
classified-ad: ΣΤΗΝ ιδιοκτησία σας αναλαμβάνουμε τη διαχείριση. Τηλ. 840-918. [323, 181, 466, 201]
classified-ad: ΤΡΙΑΝΔΡΙΑ διαμέρισμα 180 τ.μ. λοιπ. καινούργιο. Τηλ. 265-880. [476, 162, 619, 182]
classified-ad: ΚΑΤΑΣΤΗΜΑ πωλείται στον Εγνατίας. Τηλ. 531-924. [783, 162, 925, 182]
classified-ad: ΠΩΛΕΙΤΑΙ κατάστημα. Τηλ. 542-751. [944, 620, 1073, 630]
classified-ad: ΠΕΥΚΑ αγροτεμάχια 125 μ2 νεόδμητο μονοκατοικία. Τηλ. 835-140. [171, 1075, 313, 1095]
classified-ad: ΠΩΛΕΙΤΑΙ διαμέρισμα 80 τ.μ. Τηλ. 279-760. [783, 302, 925, 323]
classified-ad: ΚΑΤΑΣΤΗΜΑ Μπότσαρη 25 τ.μ. 750.000. Τηλ. 836-122. [171, 967, 313, 987]
classified-ad: ΠΩΛΕΙΤΑΙ διαμέρισμα στην Καλαμαριά. Τηλ. 279-760. [783, 575, 925, 595]
classified-ad: ΠΩΛΟΥΝΤΑΙ διαμερίσματα έναντι στις Βασ. Όλγας με θέα θάλασσα. Τηλ. 266-523. [18, 527, 160, 556]
classified-ad: ΠΩΛΕΙΤΑΙ στη Λεωφόρο 3 ΔΣΤΚ 85 μ2 1.700.000. Τηλ. 270-482. [630, 334, 772, 354]
classified-ad: ΠΩΛΕΙΤΑΙ διαμέρισμα 55 τ.μ. επί της Αγ. Σοφίας. Τηλ. 829-539. [18, 877, 160, 896]
classified-ad: ΚΗΦΙΣΙΑ διαμ. υπό κατασκευή ευκαιρίες σε 125 μ2. Τηλ. 525-350. [323, 675, 466, 694]
classified-ad: ΠΩΛΕΙΤΑΙ οικόπεδο 2.500 μ2 στη Θέρμη. Τηλ. 835-140. [171, 1118, 313, 1138]
classified-ad: ΠΩΛΟΥΝΤΑΙ διαμερίσματα. Τηλ. 279-760. [783, 641, 925, 661]
classified-ad: ΚΑΤΑΣΤΗΜΑΤΑ σε εμπορικούς δρόμους της πόλης. Τηλ. 840-918. [323, 351, 466, 371]
classified-ad: ΖΑΧΑΡΟΥΔΗΣ 827-308. Διαμ. λοιπ. γωνιακό 42 μ2, 850 χιλ., Αγ. Δημητρίου. [18, 333, 160, 353]
classified-ad: ΠΩΛΟΥΝΤΑΙ 2 διαμερίσματα. Τηλ. 834-570. [630, 614, 772, 634]
classified-ad: ΓΡΑΒΙΑΣ διαμ. ρετιρέ 85 μ2, 1.600.000. Τηλ. 538-423. [18, 1092, 160, 1112]
classified-ad: ΑΕΡΟΝΗΣΑ 6ος όροφος 86 μ2 2 ΔΣΤΚ 2.200.000. Τηλ. 265-880. [476, 590, 619, 610]
classified-ad: ΠΩΛΟΥΝΤΑΙ καταστήματα στις Χαριλάου σε κεντρικό δρόμο. Τηλ. 266-523. [18, 558, 160, 588]
classifieds-banner [14, 28, 2296, 114]
classified-ad: ΟΙΚΟΠΕΔΑ Χορτιάτη 638 μ2, 1.700.000. Τηλ. 265-880. [476, 387, 619, 407]
classified-ad: ΕΥΚΑΙΡΙΑ Πωλείται διαμ. 80 τ.μ. 3ος όροφος. Τηλ. 529-290. [476, 719, 619, 739]
classified-ad: ΓΚΑΡΣΟΝΙΕΡΑ λοιπ. 30 τ.μ. ισόγειο 250.000. Τηλ. 836-122. [171, 871, 313, 892]
classified-ad: ΠΩΛΕΙΤΑΙ γκαρσονιέρα. Τηλ. 834-570. [630, 721, 772, 742]
classified-ad: ΠΩΛΕΙΤΑΙ οικόπεδο. Τηλ. 279-760. [791, 477, 914, 487]
classified-ad: ΕΥΚΑΙΡΙΑ διαμέρισμα στην Τούμπα. Τηλ. 834-570. [630, 786, 772, 806]
classified-ad: ΠΩΛΕΙΤΑΙ διαμέρισμα 1 δωμάτιο. Τηλ. 542-751. [936, 140, 1079, 160]
classified-ad: ΕΠΙΧΕΙΡΗΣΗ πωλείται. Τηλ. 413-001. [485, 827, 616, 837]
classified-ad: ΠΩΛΕΙΤΑΙ διαμέρισμα 100 τ.μ. στην Καλαμαριά. Τηλ. 829-539. [18, 963, 160, 983]
classified-ad: ΠΩΛΟΥΝΤΑΙ διαμερίσματα λοιπ. στη Νέα Ελβετία. Τηλ. 540-362. [323, 985, 466, 1005]
classified-ad: ΒΟΤΣΗΣ 832-270. Διαμέρισμα 87 μ2 2 ΔΣΤΡ 1.250.000 ευκαιρία. Τηλ. 832-270. [171, 678, 313, 698]
classified-ad: ΕΥΚΑΙΡΙΑ Αγγελάκη 96 μ2 2ος όροφος 1.700.000. Τηλ. 213-771. [323, 438, 466, 457]
column-1 [18, 119, 164, 1607]
classified-ad: ΠΩΛΟΥΝΤΑΙ διαμερίσματα. Τηλ. 279-760. [783, 410, 925, 430]
classified-ad: ΚΑΤΑΣΤΗΜΑ πωλούνται στο Βόλου 13 γωνιακό. Τηλ. 413-001. [476, 741, 619, 760]
classified-ad: ΜΕΣΙΤΙΚΟΝ Ολυμπιάδος 70 μ2 1ος. Τηλ. 831-622. [323, 739, 466, 758]
classified-ad: ΖΑΧΑΡΟΥΔΗΣ 827-308. Διαμ. 60 μ2, 1.200 χιλ., Κ. Τούμπα. [18, 355, 160, 374]
classified-ad: ΠΩΛΕΙΤΑΙ διαμέρισμα 90 τ.μ. στην Ευκαιρία. Τηλ. 542-751. [936, 183, 1079, 203]
classified-ad: ΠΩΛΕΙΤΑΙ διαμέρισμα 60 μ2. Τηλ. 542-751. [936, 269, 1079, 290]
classified-ad: ΠΩΛΕΙΤΑΙ διαμέρισμα στην Αγ. Σοφία. Τηλ. 279-760. [783, 346, 925, 365]
classified-ad: ΣΥΝΔΙΚΟΙ σε πολυκατοικία Ελεγκτές. Τηλ. 413-001. [476, 947, 619, 966]
classified-ad: ΟΙΚΟΔΟΜΙΚΕΣ επιχειρήσεις πωλούν διαμερίσματα. Τηλ. 845-031. [630, 248, 772, 268]
classified-ad: ΚΗΦΙΣΙΑ 2 οροφοδιαμερίσματα 90, 95, 130 μ2. Τηλ. 525-350. [323, 653, 466, 672]
classified-ad: ΕΠΙΣΚΗΝΙΝ οικόπεδα γραφείου Αλεξίου. Τηλ. 840-694. [323, 835, 466, 854]
classified-ad: ΔΕΛΑΙΟΝ διαμερίσματα μεταχειρισμένα σε καλές τιμές 60 μ2 και 65 μ2. Τηλ. 840-918. [323, 256, 466, 286]
classified-ad: ΥΠΕΥΘΥΝΟ μεσιτικό γραφείο με πείρα αναλαμβάνει κάθε μεσιτική εργασία. Τηλ. 840-918. [323, 119, 466, 148]
classified-ad: ΒΟΤΣΗΣ 832-270. Καταστήματα 60 μ2 στην Εγνατία. Τηλ. 832-270. [171, 742, 313, 762]
classified-ad: ΔΙΑΜΕΡΙΣΜΑ 45 τ.μ. 780.000. Τηλ. 528-989. [18, 813, 160, 832]
classified-ad: ΑΣΟΙ διαμέρισμα 2ος όροφος. Τηλ. 279-760. [783, 488, 925, 509]
classified-ad: ΖΑΧΑΡΟΥΔΗΣ 827-308. Καταστήματα σ' όλα τα μέτρα οδηγό. [18, 161, 160, 181]
classified-ad: ΡΕΤΙΡΕ 90 τ.μ. με 80 τ.μ. βεράντα. Τηλ. 531-924. [783, 183, 925, 203]
classified-ad: ΔΙΑΜΕΡΙΣΜΑ 149 τ.μ. στην Νέα Καλλίπολη. Τηλ. 531-924. [630, 119, 772, 139]
classified-ad: ΕΥΚΑΙΡΙΑ Πωλείται οικόπεδο 300 μ2. Τηλ. 413-001. [476, 784, 619, 804]
classified-ad: ΚΑΤΑΣΤΗΜΑ - πωλούνται διαμερίσματα 2.500.000. Τηλ. 265-880. [476, 547, 619, 567]
classified-ad: ΚΑΛΔΗΣ ξενοδοχεία Μ. Μπότσαρη, Κωνσταντινουπόλεως, Ν. Σμύρνη. Τηλ. 421-035. [171, 328, 313, 357]
classified-ad: ΖΑΧΑΡΟΥΔΗΣ 827-308. Διαμ. 90 μ2, 2 εκ., 850 χιλ., Ιπποκράτειο. [18, 269, 160, 288]
classified-ad: ΜΑΡΤΙΟΥ - Βολίκαση διαμέρισμα με μεγάλη αυλή. Τηλ. 840-918. [323, 309, 466, 328]
classified-ad: ΖΑΧΑΡΟΥΔΗΣ 827-308. Διαμ. 60 μ2, 750 χιλ., Βαρδάρη. [18, 419, 160, 439]
classified-ad: ΣΤΗ Χανιώτη διαμερίσματα. Τηλ. 279-760. [783, 324, 925, 344]
classified-ad: ΕΥΚΑΙΡΙΑ Αγίου Δημητρίου 55 τ.μ. ευκαιρία 650.000. Τηλ. 265-880. [476, 214, 619, 235]
classified-ad: ΠΩΛΕΙΤΑΙ διαμέρισμα στην Αγ. Τριάδα. Τηλ. 279-760. [783, 773, 925, 792]
classified-ad: ΕΥΚΑΙΡΙΑ, Πωλείται διαμ. στην Πλατεία Δημοκρατίας. Τηλ. 529-290. [476, 633, 619, 653]
classified-ad: ΕΥΚΑΙΡΙΑ Πωλούνται διαμερίσματα. Τηλ. 220-644. [783, 281, 925, 301]
classified-ad: ΕΠΙΤΑΛΟΡΕΣ διαμερίσματα 87 τ.μ. 1.400.000. Τηλ. 531-924. [630, 140, 772, 160]
classified-ad: ΠΩΛΕΙΤΑΙ διαμέρισμα στις Κωνσταντινουπόλεως 150 μ2 σε κατασκευή. Τηλ. 266-523. [18, 642, 160, 672]
classified-ad: ΖΑΧΑΡΟΥΔΗΣ 827-308. Διαμ. λοιπ. 61 μ2, 1.300 χιλ., Αγ. Φανουρίου. [18, 376, 160, 396]
